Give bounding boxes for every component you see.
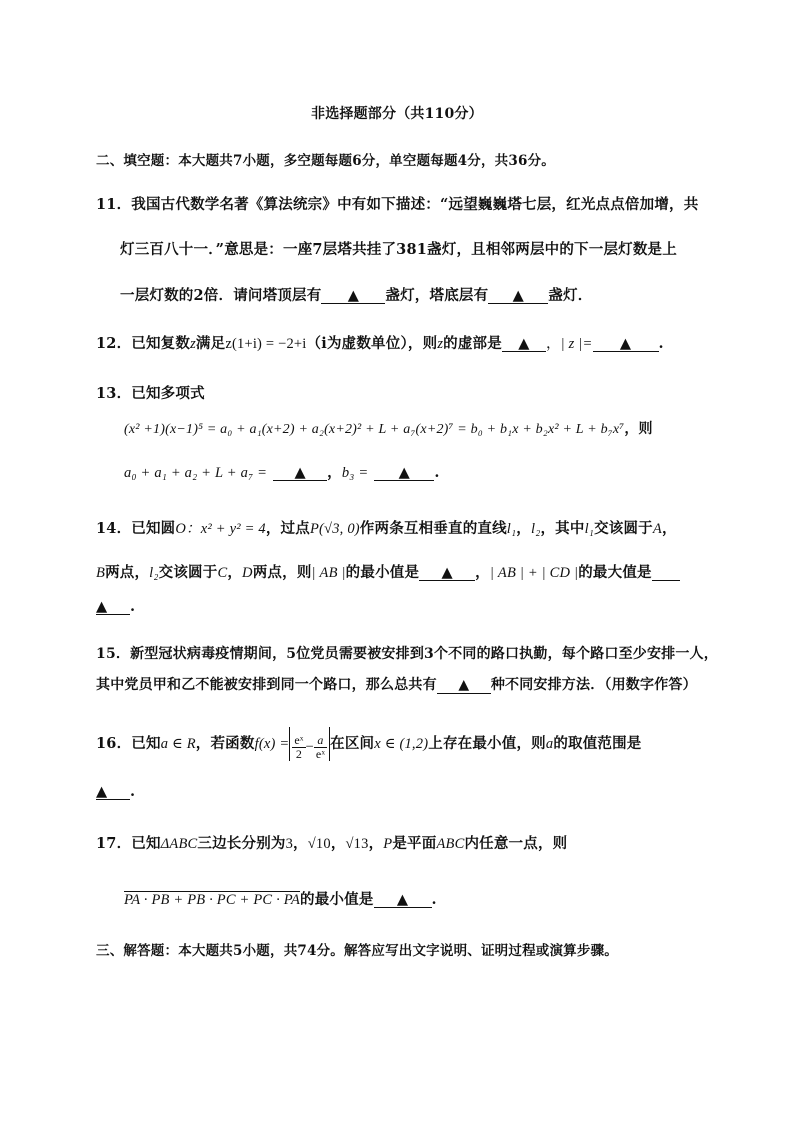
q13-sep: ， <box>327 464 342 481</box>
q14-C: C <box>217 565 228 581</box>
q17-triangle: ΔABC <box>160 836 198 852</box>
q11-text-b: 盏灯，塔底层有 <box>385 287 489 304</box>
q11-line2: 灯三百八十一．”意思是：一座7层塔共挂了381盏灯，且相邻两层中的下一层灯数是上 <box>120 241 677 258</box>
q14-comma4: ， <box>475 564 490 581</box>
q16-pre: 16．已知 <box>96 735 161 752</box>
q17-P: P <box>383 836 393 852</box>
answer-blank-13b[interactable]: ▲ <box>374 465 434 481</box>
q14-l2b: l₂ <box>149 565 159 581</box>
q13-sum: a₀ + a₁ + a₂ + L + a₇ = <box>124 465 268 481</box>
q14-line1 <box>96 517 677 538</box>
q17-dot-expression: PA · PB + PB · PC + PC · PA <box>124 892 301 908</box>
q16-frac1: $\frac{\text{eˣ}}{2}$ <box>294 732 304 761</box>
q16-mid3: 上存在最小值，则 <box>428 735 546 752</box>
q12-equation: z(1+i) = −2+i <box>225 336 307 352</box>
q12-z2: z <box>437 336 444 352</box>
q16-mid4: 的取值范围是 <box>553 735 642 752</box>
q17-pre: 17．已知 <box>96 835 161 852</box>
q12-line <box>96 332 664 353</box>
q15-text-a: 其中党员甲和乙不能被安排到同一个路口，那么总共有 <box>96 677 437 693</box>
q16-interval: x ∈ (1,2) <box>374 736 429 752</box>
q15-line2 <box>96 674 697 694</box>
q17-mid1: 三边长分别为 <box>197 835 286 852</box>
q16-line1 <box>96 724 642 764</box>
q16-minus: − <box>305 739 314 755</box>
q11-text-a: 一层灯数的2倍．请问塔顶层有 <box>120 287 322 304</box>
q14-point: P(√3, 0) <box>309 521 360 537</box>
q17-abc: ABC <box>436 836 465 852</box>
q14-end: . <box>130 598 136 615</box>
q14-abcd: | AB | + | CD | <box>489 565 579 581</box>
q12-mid2: 的虚部是 <box>443 335 502 352</box>
q12-mid1: 满足 <box>195 335 226 352</box>
answer-blank-12a[interactable]: ▲ <box>502 336 546 352</box>
q11-line3 <box>120 284 592 305</box>
answer-blank-14b[interactable]: ▲ <box>96 599 130 615</box>
q13-line1: 13．已知多项式 <box>96 385 205 402</box>
q12-abs: | z |= <box>560 336 593 352</box>
q17-sep1: ， <box>293 835 308 852</box>
q17-line2 <box>124 888 437 909</box>
q17-line1 <box>96 832 567 853</box>
q16-mid1: ，若函数 <box>195 735 255 752</box>
q14-pre: 14．已知圆 <box>96 520 176 537</box>
q13-b3: b₃ = <box>341 465 369 481</box>
answer-blank-13a[interactable]: ▲ <box>273 465 327 481</box>
q14-A: A <box>652 521 662 537</box>
q14-D: D <box>242 565 253 581</box>
q16-line2 <box>96 783 135 800</box>
q11-text-c: 盏灯． <box>548 287 593 304</box>
q14-comma3: ， <box>227 564 243 581</box>
q12-comma: ， <box>545 336 561 352</box>
part2-heading: 二、填空题：本大题共7小题，多空题每题6分，单空题每题4分，共36分。 <box>96 153 555 169</box>
q17-end: . <box>431 891 437 908</box>
q12-z: z <box>190 336 196 352</box>
q13-expression: (x² +1)(x−1)⁵ = a₀ + a₁(x+2) + a₂(x+2)² + L + a₇(x+2)⁷ = b₀ + b₁x + b₂x² + L + b₇x⁷ <box>124 422 625 437</box>
q14-l1: l₁ <box>506 521 517 537</box>
q14-mid6: 两点，则 <box>252 564 312 581</box>
q16-frac2: $\frac{a}{\text{eˣ}}$ <box>315 732 326 761</box>
q16-mid2: 在区间 <box>330 735 375 752</box>
answer-blank-16[interactable]: ▲ <box>96 784 130 800</box>
q16-fx: f(x) = <box>254 736 290 752</box>
q14-mid4: 交该圆于 <box>594 520 653 537</box>
q12-pre: 12．已知复数 <box>96 335 191 352</box>
q14-comma: ， <box>516 520 531 537</box>
q16-end: . <box>130 783 136 800</box>
answer-blank-11a[interactable]: ▲ <box>321 288 385 304</box>
q14-B: B <box>96 565 106 581</box>
q17-side3: √13 <box>345 836 369 852</box>
q14-mid3: ，其中 <box>540 520 585 537</box>
q14-comma2: ， <box>661 520 677 537</box>
q16-abs-expression <box>289 727 330 761</box>
q16-aR: a ∈ R <box>160 736 196 752</box>
q14-line3 <box>96 598 135 615</box>
q13-line3 <box>124 461 440 482</box>
q13-line2 <box>124 418 653 438</box>
q14-mid2: 作两条互相垂直的直线 <box>359 520 507 537</box>
q14-line2 <box>96 561 680 582</box>
section-title: 非选择题部分（共110分） <box>311 106 483 122</box>
q11-line1: 11．我国古代数学名著《算法统宗》中有如下描述：“远望巍巍塔七层，红光点点倍加增，共 <box>96 196 699 213</box>
q14-mid1: ，过点 <box>265 520 310 537</box>
q15-line1: 15．新型冠状病毒疫情期间，5位党员需要被安排到3个不同的路口执勤，每个路口至少安排一人， <box>96 646 718 662</box>
q14-line2a: 两点， <box>105 564 150 581</box>
q14-ab: | AB | <box>311 565 346 581</box>
q17-mid4: 的最小值是 <box>300 891 374 908</box>
q17-mid2: 是平面 <box>392 835 437 852</box>
part3-heading: 三、解答题：本大题共5小题，共74分。解答应写出文字说明、证明过程或演算步骤。 <box>96 943 618 959</box>
q16-a: a <box>545 736 554 752</box>
answer-blank-14b-line <box>652 565 680 581</box>
q14-mid7: 的最小值是 <box>345 564 420 581</box>
answer-blank-14a[interactable]: ▲ <box>419 565 475 581</box>
q14-l1b: l₁ <box>584 521 595 537</box>
answer-blank-11b[interactable]: ▲ <box>488 288 548 304</box>
q15-text-b: 种不同安排方法．（用数字作答） <box>490 677 697 693</box>
answer-blank-17[interactable]: ▲ <box>374 892 432 908</box>
q12-note: （i为虚数单位），则 <box>306 335 438 352</box>
q17-sep3: ， <box>368 835 384 852</box>
q14-mid5: 交该圆于 <box>158 564 218 581</box>
q17-mid3: 内任意一点，则 <box>464 835 568 852</box>
q17-sep2: ， <box>330 835 346 852</box>
q17-side2: √10 <box>307 836 331 852</box>
q14-circle: O：x² + y² = 4 <box>175 521 266 537</box>
answer-blank-12b[interactable]: ▲ <box>593 336 659 352</box>
q17-side1: 3 <box>285 836 294 852</box>
q14-mid8: 的最大值是 <box>578 564 652 581</box>
answer-blank-15[interactable]: ▲ <box>437 678 491 694</box>
q14-l2: l₂ <box>530 521 541 537</box>
q12-end: . <box>658 335 664 352</box>
q13-end: . <box>434 464 440 481</box>
q13-then: ，则 <box>624 421 653 437</box>
